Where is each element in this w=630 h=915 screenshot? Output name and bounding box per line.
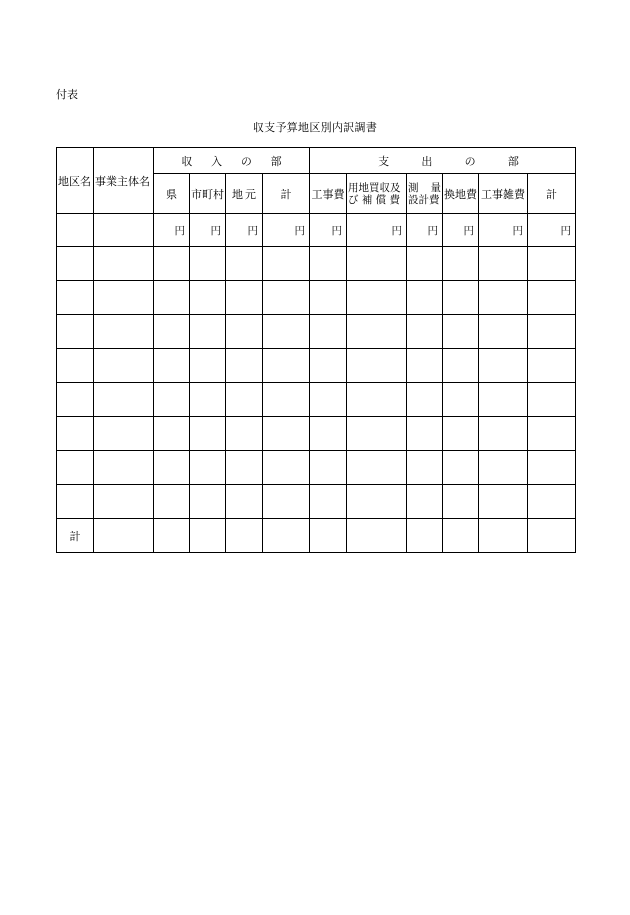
total-row bbox=[57, 519, 576, 553]
expense-construction-header: 工事費 bbox=[310, 174, 347, 214]
table-cell bbox=[407, 315, 443, 349]
table-body bbox=[57, 148, 576, 553]
income-local-char-2: 元 bbox=[245, 187, 256, 201]
table-row bbox=[57, 349, 576, 383]
table-cell bbox=[57, 383, 94, 417]
total-cell bbox=[263, 519, 310, 553]
table-cell bbox=[57, 451, 94, 485]
expense-land-header bbox=[347, 174, 407, 214]
table-cell bbox=[263, 417, 310, 451]
table-cell bbox=[263, 315, 310, 349]
table-cell bbox=[226, 315, 263, 349]
table-cell bbox=[94, 451, 154, 485]
table-cell bbox=[310, 315, 347, 349]
table-cell bbox=[443, 281, 479, 315]
attachment-label: 付表 bbox=[56, 88, 78, 101]
table-cell bbox=[347, 485, 407, 519]
table-cell bbox=[94, 383, 154, 417]
table-cell bbox=[57, 315, 94, 349]
table-cell bbox=[190, 451, 226, 485]
table-cell bbox=[94, 485, 154, 519]
table-cell bbox=[479, 315, 528, 349]
expense-land-line-2: び 補 償 費 bbox=[348, 193, 401, 206]
table-cell bbox=[407, 485, 443, 519]
income-pref-header: 県 bbox=[154, 174, 190, 214]
table-cell bbox=[443, 383, 479, 417]
table-cell bbox=[154, 417, 190, 451]
table-cell bbox=[226, 349, 263, 383]
table-cell bbox=[57, 349, 94, 383]
unit-row-district-cell bbox=[57, 214, 94, 247]
expense-survey-line-2: 設計費 bbox=[408, 193, 440, 206]
table-cell bbox=[94, 315, 154, 349]
unit-label: 円 bbox=[154, 214, 190, 247]
income-total-header: 計 bbox=[263, 174, 310, 214]
table-cell bbox=[479, 349, 528, 383]
table-cell bbox=[347, 281, 407, 315]
total-cell bbox=[226, 519, 263, 553]
table-cell bbox=[407, 417, 443, 451]
expense-land-line-1: 用地買収及 bbox=[348, 181, 401, 194]
table-cell bbox=[407, 281, 443, 315]
table-cell bbox=[347, 383, 407, 417]
table-cell bbox=[310, 485, 347, 519]
table-cell bbox=[310, 281, 347, 315]
table-cell bbox=[94, 417, 154, 451]
table-cell bbox=[443, 417, 479, 451]
table-cell bbox=[479, 485, 528, 519]
income-local-header bbox=[226, 174, 263, 214]
total-cell bbox=[528, 519, 576, 553]
total-cell bbox=[347, 519, 407, 553]
total-cell bbox=[94, 519, 154, 553]
entity-header: 事業主体名 bbox=[94, 148, 154, 214]
table-cell bbox=[226, 417, 263, 451]
table-cell bbox=[310, 247, 347, 281]
table-cell bbox=[154, 383, 190, 417]
expense-exchange-header: 換地費 bbox=[443, 174, 479, 214]
table-row bbox=[57, 281, 576, 315]
table-cell bbox=[443, 247, 479, 281]
total-cell bbox=[190, 519, 226, 553]
table-cell bbox=[443, 315, 479, 349]
table-cell bbox=[190, 281, 226, 315]
table-cell bbox=[57, 417, 94, 451]
header-row-groups bbox=[57, 148, 576, 174]
expense-char-2: 出 bbox=[421, 154, 433, 168]
table-cell bbox=[443, 349, 479, 383]
table-cell bbox=[310, 349, 347, 383]
table-cell bbox=[479, 247, 528, 281]
table-cell bbox=[263, 451, 310, 485]
total-cell bbox=[407, 519, 443, 553]
table-cell bbox=[479, 451, 528, 485]
table-cell bbox=[479, 383, 528, 417]
table-cell bbox=[347, 315, 407, 349]
unit-label: 円 bbox=[347, 214, 407, 247]
table-cell bbox=[263, 383, 310, 417]
table-cell bbox=[528, 281, 576, 315]
table-cell bbox=[190, 247, 226, 281]
table-cell bbox=[347, 451, 407, 485]
table-cell bbox=[407, 247, 443, 281]
table-cell bbox=[154, 247, 190, 281]
total-cell bbox=[479, 519, 528, 553]
table-cell bbox=[310, 451, 347, 485]
district-header: 地区名 bbox=[57, 148, 94, 214]
table-row bbox=[57, 451, 576, 485]
expense-char-3: の bbox=[464, 154, 476, 168]
total-cell bbox=[443, 519, 479, 553]
income-group-header bbox=[154, 148, 310, 174]
table-cell bbox=[154, 281, 190, 315]
total-cell bbox=[154, 519, 190, 553]
table-row bbox=[57, 315, 576, 349]
expense-group-header bbox=[310, 148, 576, 174]
table-cell bbox=[347, 247, 407, 281]
unit-label: 円 bbox=[226, 214, 263, 247]
table-cell bbox=[479, 417, 528, 451]
table-cell bbox=[528, 315, 576, 349]
unit-row bbox=[57, 214, 576, 247]
unit-label: 円 bbox=[407, 214, 443, 247]
table-cell bbox=[407, 349, 443, 383]
table-cell bbox=[190, 417, 226, 451]
table-cell bbox=[94, 349, 154, 383]
unit-label: 円 bbox=[263, 214, 310, 247]
table-cell bbox=[57, 281, 94, 315]
table-cell bbox=[479, 281, 528, 315]
expense-survey-char-1: 測 bbox=[408, 181, 419, 194]
table-cell bbox=[190, 349, 226, 383]
expense-char-4: 部 bbox=[507, 154, 519, 168]
unit-label: 円 bbox=[190, 214, 226, 247]
unit-label: 円 bbox=[310, 214, 347, 247]
table-cell bbox=[347, 349, 407, 383]
expense-misc-header: 工事雑費 bbox=[479, 174, 528, 214]
table-cell bbox=[443, 485, 479, 519]
expense-char-1: 支 bbox=[378, 154, 390, 168]
table-cell bbox=[94, 247, 154, 281]
unit-label: 円 bbox=[528, 214, 576, 247]
expense-total-header: 計 bbox=[528, 174, 576, 214]
table-cell bbox=[57, 485, 94, 519]
budget-breakdown-table bbox=[56, 147, 576, 553]
table-cell bbox=[226, 281, 263, 315]
expense-survey-char-2: 量 bbox=[430, 181, 441, 194]
table-cell bbox=[528, 349, 576, 383]
table-cell bbox=[226, 485, 263, 519]
table-cell bbox=[263, 485, 310, 519]
table-cell bbox=[190, 315, 226, 349]
table-cell bbox=[347, 417, 407, 451]
income-city-header: 市町村 bbox=[190, 174, 226, 214]
table-cell bbox=[528, 485, 576, 519]
table-cell bbox=[57, 247, 94, 281]
table-row bbox=[57, 417, 576, 451]
table-cell bbox=[528, 451, 576, 485]
table-cell bbox=[154, 451, 190, 485]
table-cell bbox=[226, 247, 263, 281]
table-cell bbox=[263, 247, 310, 281]
table-cell bbox=[226, 451, 263, 485]
total-row-label: 計 bbox=[57, 519, 94, 553]
table-cell bbox=[154, 315, 190, 349]
unit-label: 円 bbox=[479, 214, 528, 247]
table-cell bbox=[226, 383, 263, 417]
table-cell bbox=[263, 281, 310, 315]
table-row bbox=[57, 485, 576, 519]
table-cell bbox=[190, 485, 226, 519]
table-row bbox=[57, 383, 576, 417]
table-cell bbox=[528, 247, 576, 281]
income-char-3: の bbox=[240, 154, 252, 168]
table-cell bbox=[154, 349, 190, 383]
table-cell bbox=[443, 451, 479, 485]
total-cell bbox=[310, 519, 347, 553]
table-cell bbox=[528, 417, 576, 451]
table-cell bbox=[310, 417, 347, 451]
income-char-1: 収 bbox=[181, 154, 193, 168]
table-cell bbox=[154, 485, 190, 519]
table-cell bbox=[528, 383, 576, 417]
document-title: 収支予算地区別内訳調書 bbox=[252, 121, 378, 134]
table-cell bbox=[190, 383, 226, 417]
income-char-2: 入 bbox=[211, 154, 223, 168]
table-cell bbox=[263, 349, 310, 383]
table-cell bbox=[310, 383, 347, 417]
table-cell bbox=[407, 383, 443, 417]
table-cell bbox=[94, 281, 154, 315]
income-local-char-1: 地 bbox=[232, 187, 243, 201]
expense-survey-header bbox=[407, 174, 443, 214]
unit-label: 円 bbox=[443, 214, 479, 247]
table-cell bbox=[407, 451, 443, 485]
income-char-4: 部 bbox=[270, 154, 282, 168]
unit-row-entity-cell bbox=[94, 214, 154, 247]
table-row bbox=[57, 247, 576, 281]
